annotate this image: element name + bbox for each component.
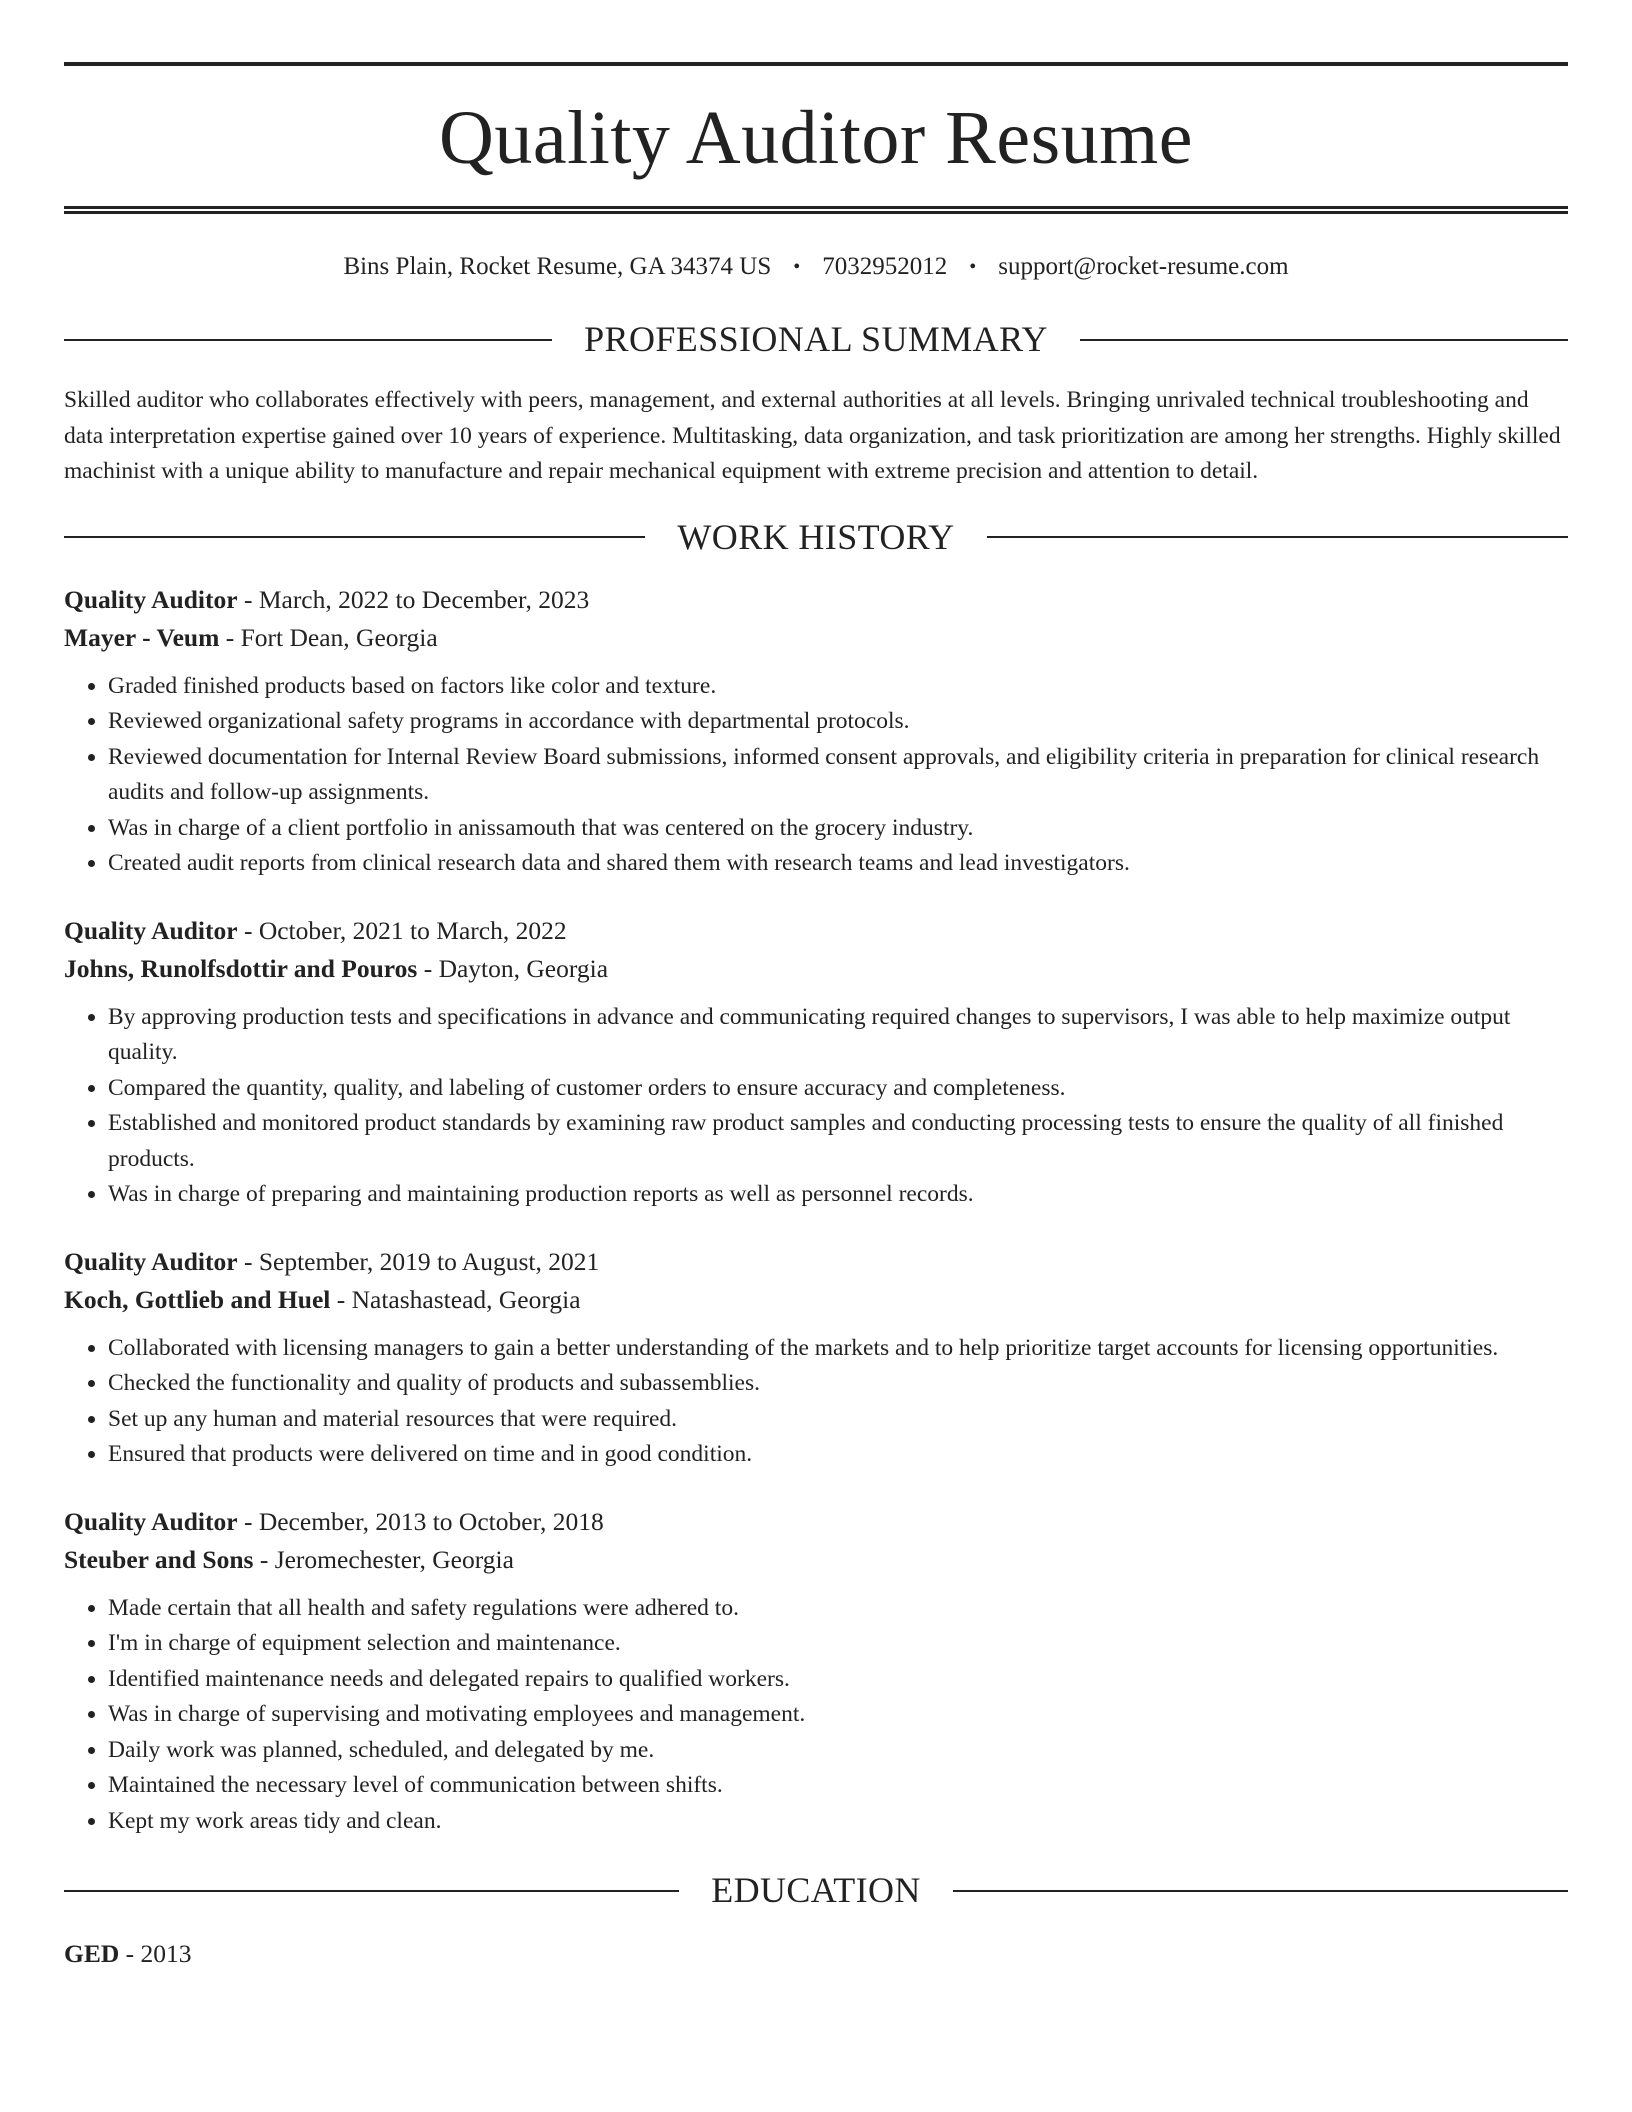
title-double-rule	[64, 206, 1568, 214]
job-bullet: • Was in charge of preparing and maintaining production reports as well as personnel records.	[108, 1177, 1568, 1213]
job-bullet: • Established and monitored product standards by examining raw product samples and conducting processing tests to ensure the quality of all finished products.	[108, 1106, 1568, 1177]
resume-title: Quality Auditor Resume	[438, 96, 1194, 180]
work-history-list	[64, 581, 1568, 1840]
section-rule-right	[1080, 339, 1568, 341]
job-dates: September, 2019 to August, 2021	[258, 1246, 600, 1276]
section-header-education	[64, 1869, 1568, 1912]
job-bullet-list	[64, 1331, 1568, 1473]
job-location: Dayton, Georgia	[438, 953, 609, 983]
job-dash: -	[330, 1284, 352, 1314]
job-bullet-list	[64, 1591, 1568, 1840]
job-title-line	[64, 1503, 1568, 1541]
contact-separator: •	[793, 256, 801, 278]
job-company: Mayer - Veum	[64, 622, 220, 652]
job-company-line	[64, 950, 1568, 988]
top-rule	[64, 62, 1568, 66]
job-role: Quality Auditor	[64, 915, 238, 945]
job-dates: December, 2013 to October, 2018	[258, 1506, 604, 1536]
job-bullet: • Was in charge of supervising and motivating employees and management.	[108, 1697, 1568, 1733]
job-bullet: • Made certain that all health and safety regulations were adhered to.	[108, 1591, 1568, 1627]
job-company-line	[64, 619, 1568, 657]
job-role: Quality Auditor	[64, 1246, 238, 1276]
job-dash: -	[417, 953, 439, 983]
job-dash: -	[253, 1544, 275, 1574]
section-rule-left	[64, 339, 552, 341]
job-bullet-list	[64, 1000, 1568, 1213]
section-title-summary: PROFESSIONAL SUMMARY	[584, 319, 1048, 359]
job-bullet: • Created audit reports from clinical research data and shared them with research teams and lead investigators.	[108, 846, 1568, 882]
job-dates: March, 2022 to December, 2023	[258, 584, 590, 614]
job-entry	[64, 912, 1568, 1213]
section-header-work-history	[64, 516, 1568, 559]
section-rule-right	[953, 1890, 1568, 1892]
job-dash: -	[219, 622, 241, 652]
job-company: Steuber and Sons	[64, 1544, 254, 1574]
job-company: Johns, Runolfsdottir and Pouros	[64, 953, 418, 983]
job-title-line	[64, 581, 1568, 619]
job-bullet: • Kept my work areas tidy and clean.	[108, 1804, 1568, 1840]
education-year: 2013	[140, 1938, 192, 1968]
job-bullet: • By approving production tests and specifications in advance and communicating required changes to supervisors, I was able to help maximize output quality.	[108, 1000, 1568, 1071]
job-bullet: • Checked the functionality and quality of products and subassemblies.	[108, 1366, 1568, 1402]
section-rule-right	[987, 536, 1568, 538]
job-title-line	[64, 912, 1568, 950]
job-dash: -	[237, 915, 259, 945]
job-dash: -	[237, 1246, 259, 1276]
education-dash: -	[125, 1938, 141, 1968]
job-company-line	[64, 1281, 1568, 1319]
job-location: Jeromechester, Georgia	[274, 1544, 514, 1574]
contact-separator: •	[969, 256, 977, 278]
professional-summary-text: Skilled auditor who collaborates effectively with peers, management, and external authorities at all levels. Bringing unrivaled technical troubleshooting and data interpretation expertise gained over 10 years of experience. Multitasking, data organization, and task prioritization are among her strengths. Highly skilled machinist with a unique ability to manufacture and repair mechanical equipment with extreme precision and attention to detail.	[64, 387, 1561, 485]
contact-line	[64, 252, 1568, 282]
job-role: Quality Auditor	[64, 1506, 238, 1536]
job-dates: October, 2021 to March, 2022	[258, 915, 567, 945]
contact-address: Bins Plain, Rocket Resume, GA 34374 US	[343, 253, 772, 280]
job-bullet: • Reviewed organizational safety programs in accordance with departmental protocols.	[108, 704, 1568, 740]
education-degree: GED	[64, 1938, 120, 1968]
job-entry	[64, 1243, 1568, 1473]
job-company: Koch, Gottlieb and Huel	[64, 1284, 331, 1314]
job-bullet: • Identified maintenance needs and delegated repairs to qualified workers.	[108, 1662, 1568, 1698]
job-bullet: • Was in charge of a client portfolio in anissamouth that was centered on the grocery industry.	[108, 811, 1568, 847]
job-entry	[64, 581, 1568, 882]
section-title-work-history: WORK HISTORY	[677, 516, 955, 557]
job-company-line	[64, 1541, 1568, 1579]
job-dash: -	[237, 1506, 259, 1536]
job-title-line	[64, 1243, 1568, 1281]
contact-email: support@rocket-resume.com	[998, 253, 1289, 280]
job-bullet: • Set up any human and material resources that were required.	[108, 1402, 1568, 1438]
job-location: Natashastead, Georgia	[351, 1284, 581, 1314]
job-role: Quality Auditor	[64, 584, 238, 614]
job-bullet: • I'm in charge of equipment selection and maintenance.	[108, 1626, 1568, 1662]
section-title-education: EDUCATION	[711, 1870, 921, 1911]
contact-phone: 7032952012	[822, 253, 948, 280]
job-bullet: • Graded finished products based on factors like color and texture.	[108, 669, 1568, 705]
job-bullet: • Daily work was planned, scheduled, and delegated by me.	[108, 1733, 1568, 1769]
job-bullet: • Collaborated with licensing managers to gain a better understanding of the markets and to help prioritize target accounts for licensing opportunities.	[108, 1331, 1568, 1367]
job-bullet: • Compared the quantity, quality, and labeling of customer orders to ensure accuracy and completeness.	[108, 1071, 1568, 1107]
education-entry	[64, 1935, 1568, 1973]
job-bullet-list	[64, 669, 1568, 882]
job-bullet: • Ensured that products were delivered on time and in good condition.	[108, 1437, 1568, 1473]
section-rule-left	[64, 1890, 679, 1892]
section-rule-left	[64, 536, 645, 538]
section-header-summary	[64, 318, 1568, 361]
job-location: Fort Dean, Georgia	[240, 622, 438, 652]
job-dash: -	[237, 584, 259, 614]
job-entry	[64, 1503, 1568, 1840]
job-bullet: • Maintained the necessary level of communication between shifts.	[108, 1768, 1568, 1804]
job-bullet: • Reviewed documentation for Internal Review Board submissions, informed consent approvals, and eligibility criteria in preparation for clinical research audits and follow-up assignments.	[108, 740, 1568, 811]
